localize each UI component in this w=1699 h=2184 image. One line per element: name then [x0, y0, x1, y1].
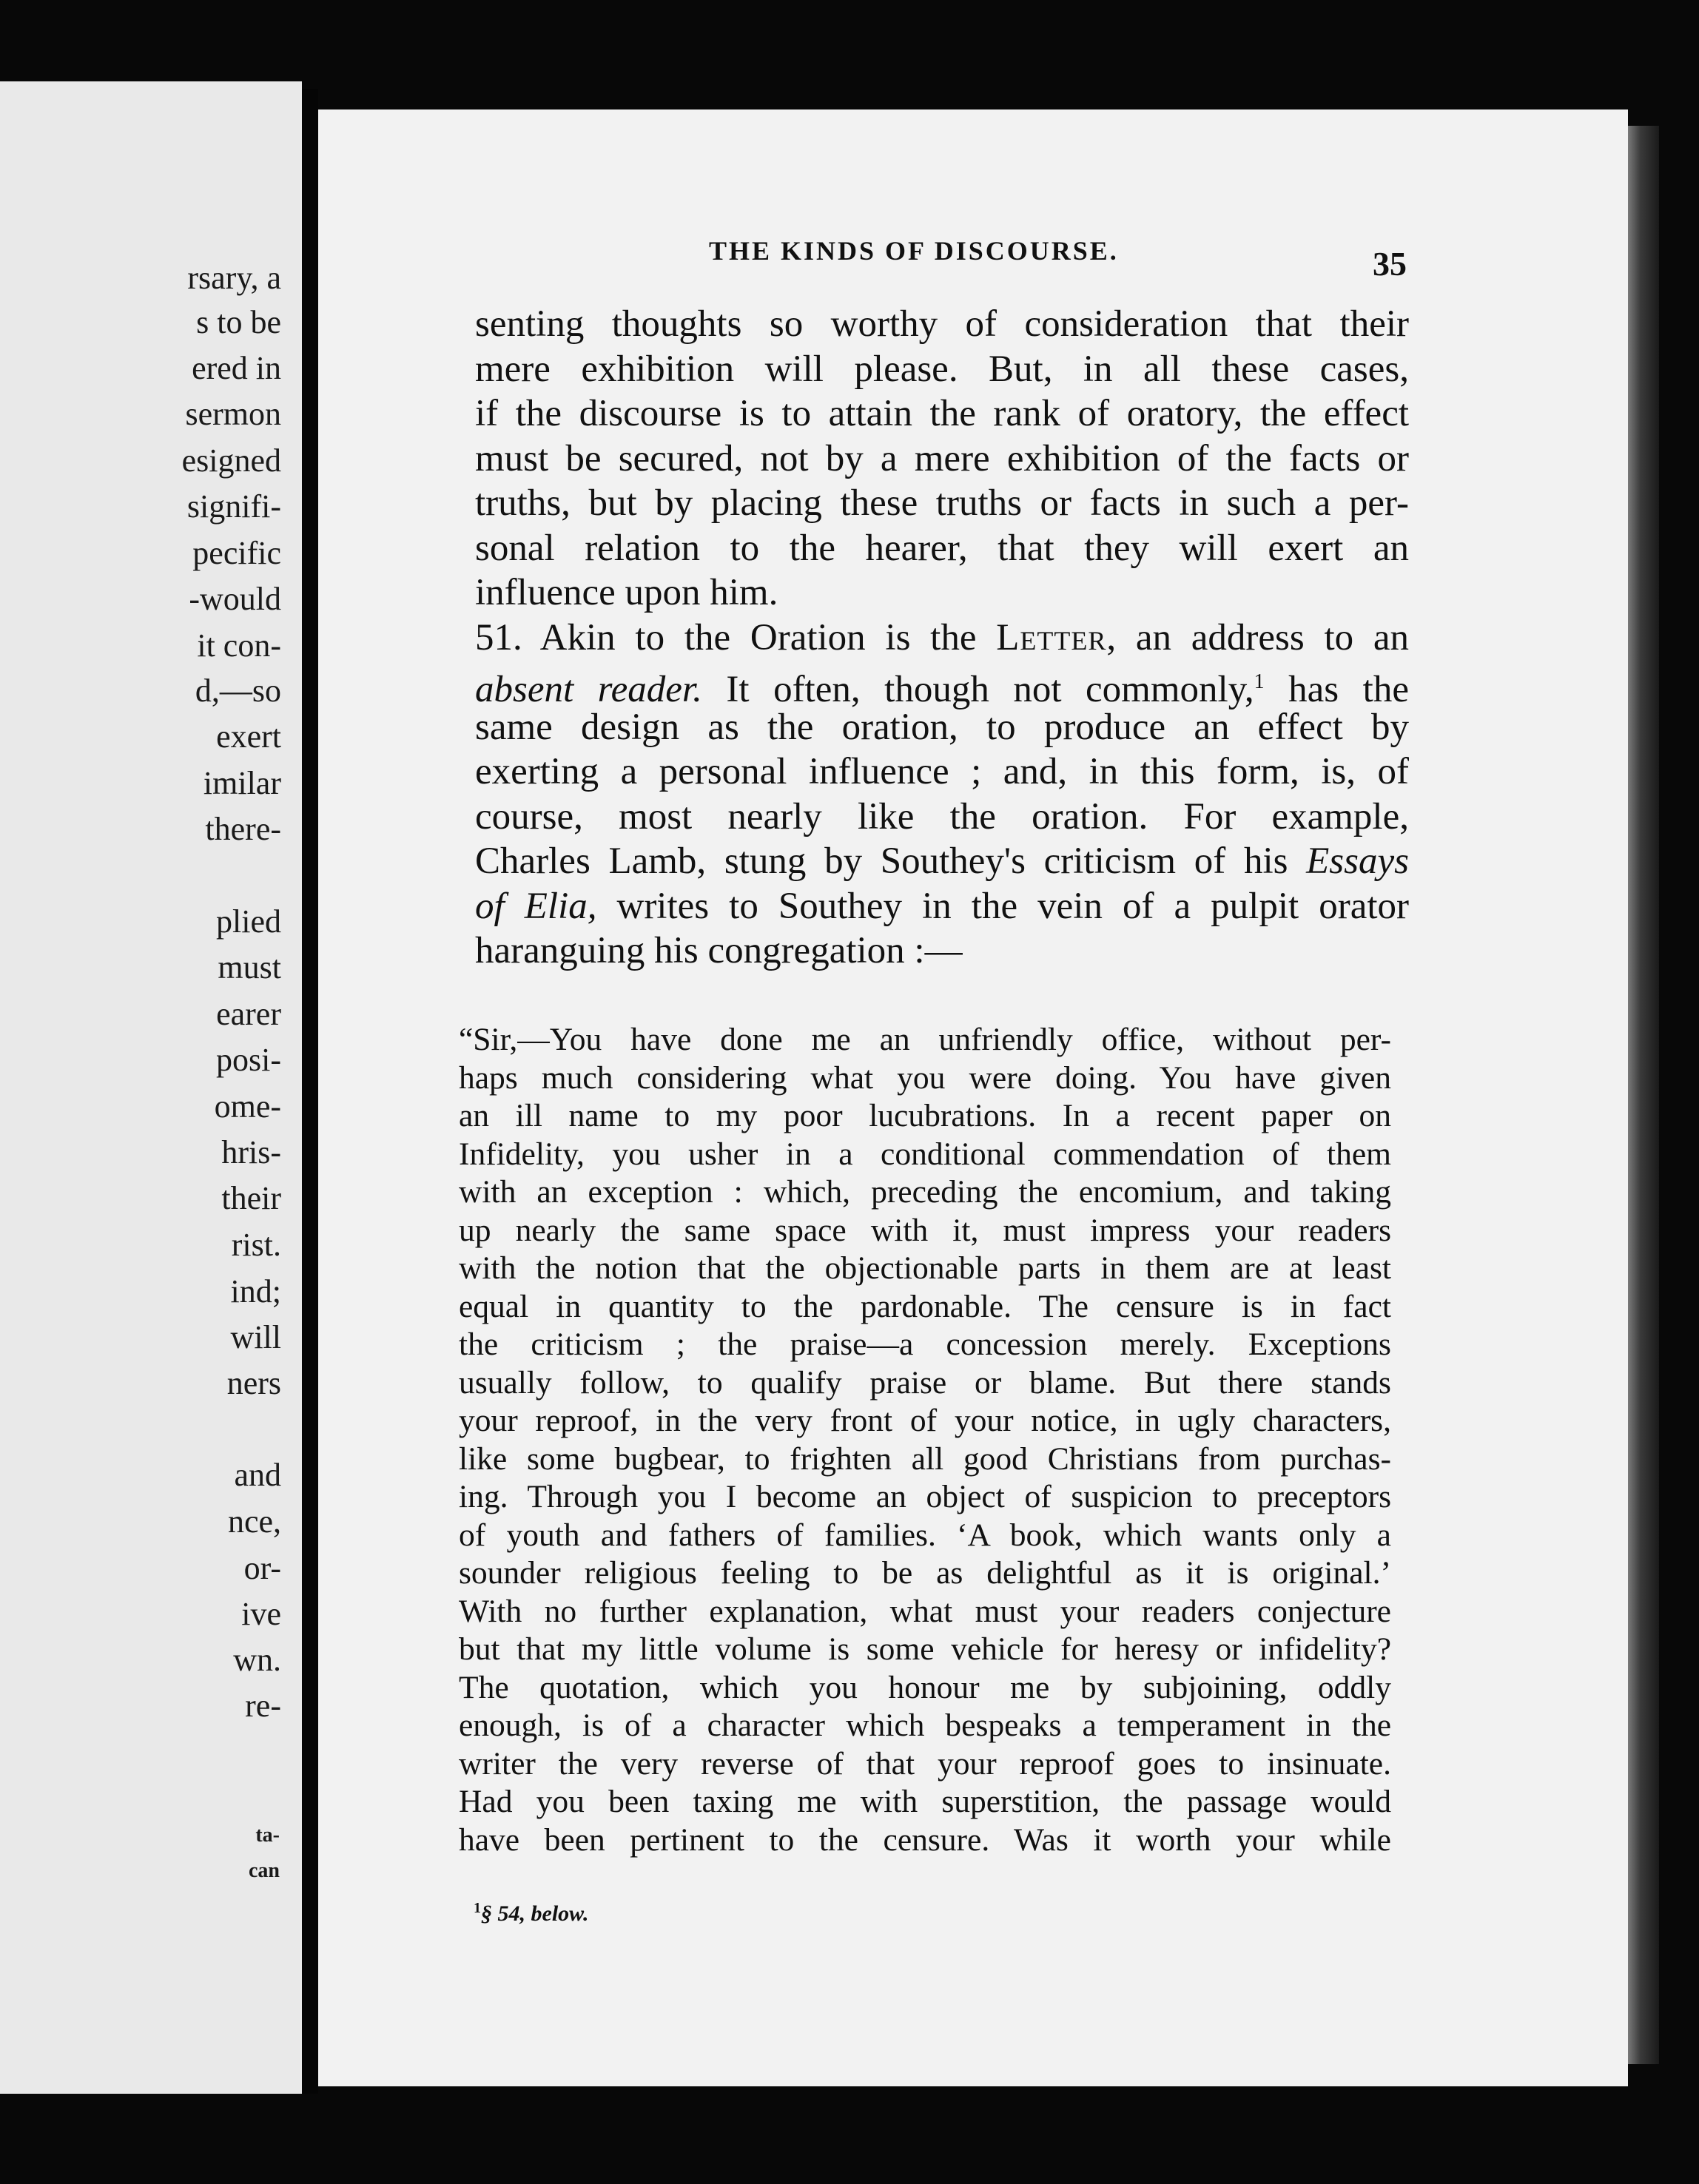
running-title: THE KINDS OF DISCOURSE. — [709, 236, 1119, 266]
para2-line-4: exerting a personal influence ; and, in this form, is, of — [475, 751, 1409, 792]
para2-line-3: same design as the oration, to produce an effect by — [475, 706, 1409, 748]
left-page-line: there- — [205, 811, 281, 847]
left-page-line: imilar — [203, 765, 281, 801]
left-page-fragment — [0, 81, 302, 2094]
left-page-line: ive — [241, 1596, 281, 1632]
left-page-line: re- — [245, 1688, 281, 1724]
para1-line: truths, but by placing these truths or facts in such a per- — [475, 482, 1409, 524]
left-page-line: posi- — [216, 1042, 281, 1078]
left-page-line: their — [221, 1180, 281, 1216]
left-page-line: pecific — [192, 535, 281, 571]
quotation-line: the criticism ; the praise—a concession merely. Exceptions — [459, 1327, 1391, 1362]
left-page-line: must — [218, 949, 281, 985]
quotation-line: have been pertinent to the censure. Was it worth your while — [459, 1821, 1391, 1858]
left-page-line: or- — [243, 1550, 281, 1586]
quotation-line: sounder religious feeling to be as delightful as it is original.’ — [459, 1555, 1391, 1591]
para2-line-1: 51. Akin to the Oration is the Letter, an address to an — [475, 616, 1409, 658]
quotation-line: usually follow, to qualify praise or blame. But there stands — [459, 1364, 1391, 1401]
quotation-line: your reproof, in the very front of your notice, in ugly characters, — [459, 1403, 1391, 1438]
quotation-line: of youth and fathers of families. ‘A book, which wants only a — [459, 1517, 1391, 1553]
para2-line-6: Charles Lamb, stung by Southey's criticism of his Essays — [475, 840, 1409, 882]
quotation-line: Had you been taxing me with superstition, the passage would — [459, 1784, 1391, 1819]
quotation-line: with the notion that the objectionable parts in them are at least — [459, 1250, 1391, 1286]
left-page-footnote-line: can — [249, 1859, 280, 1882]
footnote-ref: 1 — [1254, 670, 1265, 693]
quotation-line: With no further explanation, what must your readers conjecture — [459, 1593, 1391, 1629]
para2-line-7: of Elia, writes to Southey in the vein of a pulpit orator — [475, 885, 1409, 927]
left-page-line: it con- — [197, 627, 281, 664]
quotation-line: ing. Through you I become an object of suspicion to preceptors — [459, 1479, 1391, 1514]
quotation-line: writer the very reverse of that your reproof goes to insinuate. — [459, 1745, 1391, 1782]
footnote: $^1$§ 54, below. — [474, 1900, 589, 1926]
para1-line: sonal relation to the hearer, that they will exert an — [475, 527, 1409, 569]
para1-line: if the discourse is to attain the rank of oratory, the effect — [475, 393, 1409, 434]
paragraph-1 — [475, 302, 1409, 616]
left-page-line: nce, — [227, 1503, 281, 1540]
para2-line-5: course, most nearly like the oration. For example, — [475, 795, 1409, 837]
para1-line: mere exhibition will please. But, in all these cases, — [475, 348, 1409, 390]
left-page-line: ind; — [230, 1273, 281, 1310]
left-page-line: ered in — [192, 350, 281, 386]
left-page-line: rsary, a — [187, 260, 281, 296]
para2-line-8: haranguing his congregation :— — [475, 930, 963, 971]
left-page-line: exert — [216, 718, 281, 755]
para2-line-2: absent reader. It often, though not commonly,$^1$ has the — [475, 669, 1409, 710]
left-page-line: ome- — [214, 1088, 281, 1125]
quotation-line: enough, is of a character which bespeaks a temperament in the — [459, 1708, 1391, 1743]
quotation-line: The quotation, which you honour me by subjoining, oddly — [459, 1669, 1391, 1705]
left-page-line: hris- — [221, 1134, 281, 1170]
left-page-line: ners — [226, 1365, 281, 1401]
quotation-line: haps much considering what you were doing. You have given — [459, 1059, 1391, 1096]
quotation-line: up nearly the same space with it, must impress your readers — [459, 1212, 1391, 1248]
paragraph-2 — [475, 616, 1409, 974]
left-page-line: d,—so — [195, 673, 281, 709]
left-page-line: s to be — [196, 304, 281, 340]
left-page-line: signifi- — [186, 488, 281, 525]
page-edge — [1628, 126, 1659, 2064]
quotation-line: equal in quantity to the pardonable. The censure is in fact — [459, 1288, 1391, 1324]
quotation-line: “Sir,—You have done me an unfriendly office, without per- — [459, 1022, 1391, 1057]
para1-line: influence upon him. — [475, 572, 778, 613]
quotation-line: Infidelity, you usher in a conditional commendation of them — [459, 1136, 1391, 1172]
left-page-footnote-line: ta- — [255, 1824, 280, 1847]
book-gutter — [302, 89, 318, 2094]
quotation-line: an ill name to my poor lucubrations. In a recent paper on — [459, 1098, 1391, 1133]
quotation-line: like some bugbear, to frighten all good Christians from purchas- — [459, 1440, 1391, 1477]
left-page-line: will — [230, 1319, 281, 1355]
para1-line: senting thoughts so worthy of consideration that their — [475, 303, 1409, 345]
left-page-line: esigned — [181, 442, 281, 479]
left-page-line: earer — [216, 996, 281, 1032]
block-quotation — [459, 1021, 1391, 1859]
para1-line: must be secured, not by a mere exhibition of the facts or — [475, 437, 1409, 479]
quotation-line: but that my little volume is some vehicle for heresy or infidelity? — [459, 1631, 1391, 1667]
left-page-line: -would — [189, 581, 281, 617]
quotation-line: with an exception : which, preceding the encomium, and taking — [459, 1174, 1391, 1210]
left-page-line: and — [234, 1457, 281, 1493]
left-page-line: rist. — [231, 1227, 281, 1263]
left-page-line: wn. — [233, 1642, 281, 1678]
main-text — [475, 302, 1409, 974]
left-page-line: sermon — [185, 396, 281, 432]
page-number: 35 — [1373, 245, 1407, 283]
left-page-line: plied — [216, 903, 281, 940]
